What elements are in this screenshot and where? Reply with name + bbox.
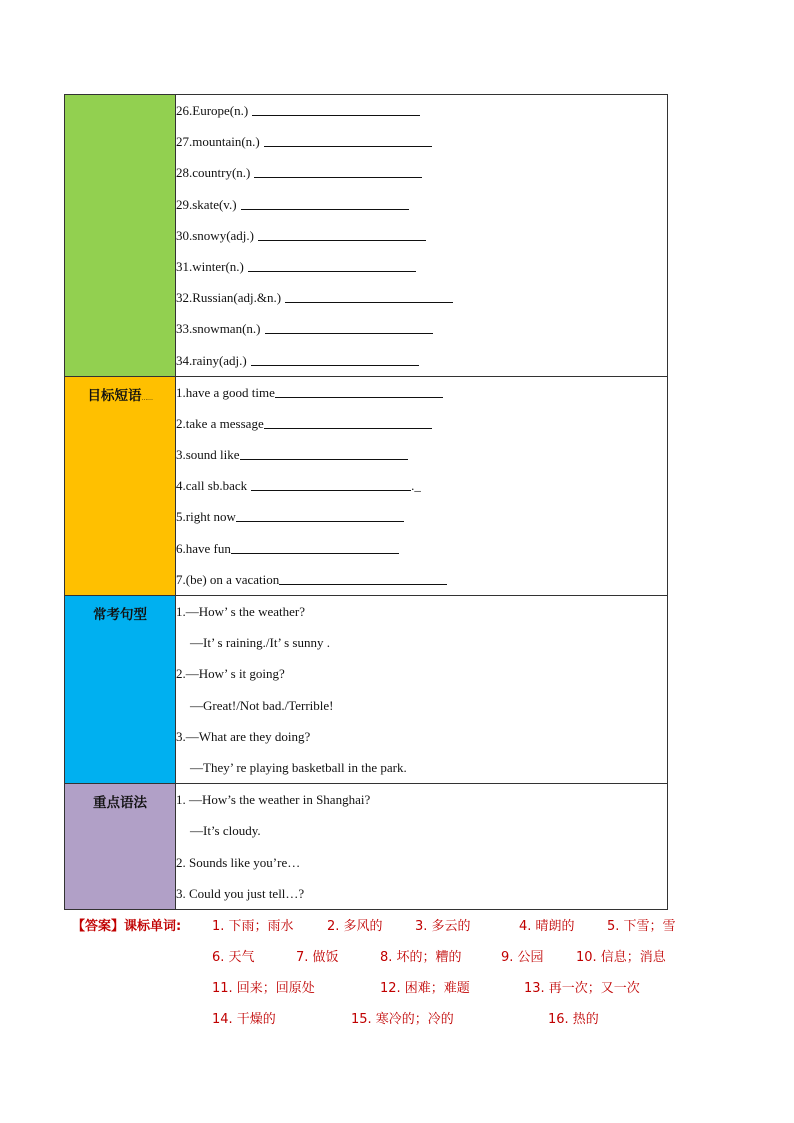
list-item <box>176 189 667 220</box>
answer-row <box>72 942 712 973</box>
list-item: —It’ s raining./It’ s sunny . <box>190 635 330 651</box>
study-table <box>64 94 668 910</box>
item-text: 27.mountain(n.) <box>176 134 260 150</box>
vocab-label-cell <box>65 95 176 377</box>
list-item <box>176 470 667 501</box>
list-item <box>176 533 667 564</box>
answer-item: 8. 坏的；糟的 <box>380 950 462 965</box>
answer-item: 14. 干燥的 <box>212 1012 276 1027</box>
answer-row <box>72 973 712 1004</box>
answer-item: 16. 热的 <box>548 1012 599 1027</box>
answer-key <box>72 911 712 1035</box>
answer-blank[interactable] <box>265 320 433 334</box>
list-item <box>176 95 667 126</box>
answer-item: 5. 下雪；雪 <box>607 919 676 934</box>
vocab-content <box>176 95 668 377</box>
answer-blank[interactable] <box>279 571 447 585</box>
item-text: 6.have fun <box>176 540 231 556</box>
item-suffix: ._ <box>411 478 421 494</box>
item-text: 31.winter(n.) <box>176 258 244 274</box>
answer-heading: 【答案】课标单词: <box>72 919 182 934</box>
item-text: 3.sound like <box>176 447 240 463</box>
answer-item: 6. 天气 <box>212 950 255 965</box>
list-item: —They’ re playing basketball in the park. <box>190 759 407 775</box>
list-item <box>176 313 667 344</box>
list-item <box>176 220 667 251</box>
item-text: 26.Europe(n.) <box>176 103 249 118</box>
answer-blank[interactable] <box>251 477 411 491</box>
answer-item: 15. 寒冷的；冷的 <box>351 1012 454 1027</box>
list-item <box>176 501 667 532</box>
list-item: 2. Sounds like you’re… <box>176 854 301 870</box>
list-item <box>176 345 667 376</box>
list-item <box>176 251 667 282</box>
item-text: 1.have a good time <box>176 384 275 400</box>
answer-item: 12. 困难；难题 <box>380 981 470 996</box>
label-mark: …… <box>141 394 153 402</box>
list-item: 1. —How’s the weather in Shanghai? <box>176 792 371 808</box>
grammar-label-cell <box>65 784 176 910</box>
answer-blank[interactable] <box>264 133 432 147</box>
list-item: 2.—How’ s it going? <box>176 666 285 682</box>
section-sentences <box>65 596 668 784</box>
section-phrases <box>65 376 668 595</box>
answer-item: 4. 晴朗的 <box>519 919 575 934</box>
answer-blank[interactable] <box>264 415 432 429</box>
list-item <box>176 377 667 408</box>
answer-blank[interactable] <box>252 102 420 116</box>
answer-blank[interactable] <box>285 289 453 303</box>
list-item <box>176 564 667 595</box>
section-label <box>65 95 175 102</box>
answer-blank[interactable] <box>254 164 422 178</box>
answer-blank[interactable] <box>251 352 419 366</box>
list-item <box>176 408 667 439</box>
item-text: 32.Russian(adj.&n.) <box>176 290 282 306</box>
list-item <box>176 282 667 313</box>
answer-item: 11. 回来；回原处 <box>212 981 315 996</box>
list-item: —Great!/Not bad./Terrible! <box>190 697 334 713</box>
answer-row <box>72 1004 712 1035</box>
item-text: 30.snowy(adj.) <box>176 227 254 243</box>
answer-blank[interactable] <box>275 384 443 398</box>
list-item <box>176 439 667 470</box>
phrases-content <box>176 376 668 595</box>
section-label-text: 目标短语 <box>87 387 142 404</box>
answer-item: 10. 信息；消息 <box>576 950 666 965</box>
list-item: 1.—How’ s the weather? <box>176 604 305 619</box>
item-text: 4.call sb.back <box>176 478 248 494</box>
answer-item: 13. 再一次；又一次 <box>524 981 640 996</box>
item-text: 29.skate(v.) <box>176 196 237 212</box>
answer-item: 1. 下雨；雨水 <box>212 919 294 934</box>
section-vocab <box>65 95 668 377</box>
list-item: 3. Could you just tell…? <box>176 885 305 901</box>
section-grammar <box>65 784 668 910</box>
answer-item: 7. 做饭 <box>296 950 339 965</box>
item-text: 34.rainy(adj.) <box>176 352 247 368</box>
section-label: 重点语法 <box>93 795 147 812</box>
answer-item: 3. 多云的 <box>415 919 471 934</box>
item-text: 28.country(n.) <box>176 165 251 181</box>
section-label: 常考句型 <box>93 607 147 623</box>
answer-blank[interactable] <box>240 446 408 460</box>
item-text: 2.take a message <box>176 415 264 431</box>
phrases-label-cell <box>65 376 176 595</box>
answer-blank[interactable] <box>248 258 416 272</box>
item-text: 33.snowman(n.) <box>176 321 261 337</box>
answer-blank[interactable] <box>241 196 409 210</box>
answer-row <box>72 911 712 942</box>
list-item <box>176 126 667 157</box>
answer-item: 2. 多风的 <box>327 919 383 934</box>
section-label <box>65 377 175 404</box>
sentences-label-cell <box>65 596 176 784</box>
sentences-content <box>176 596 668 784</box>
answer-item: 9. 公园 <box>501 950 544 965</box>
item-text: 7.(be) on a vacation <box>176 571 280 587</box>
list-item: 3.—What are they doing? <box>176 728 311 744</box>
grammar-content <box>176 784 668 910</box>
answer-blank[interactable] <box>258 227 426 241</box>
list-item <box>176 157 667 188</box>
list-item: —It’s cloudy. <box>190 823 261 839</box>
answer-blank[interactable] <box>236 508 404 522</box>
answer-blank[interactable] <box>231 540 399 554</box>
item-text: 5.right now <box>176 509 236 525</box>
